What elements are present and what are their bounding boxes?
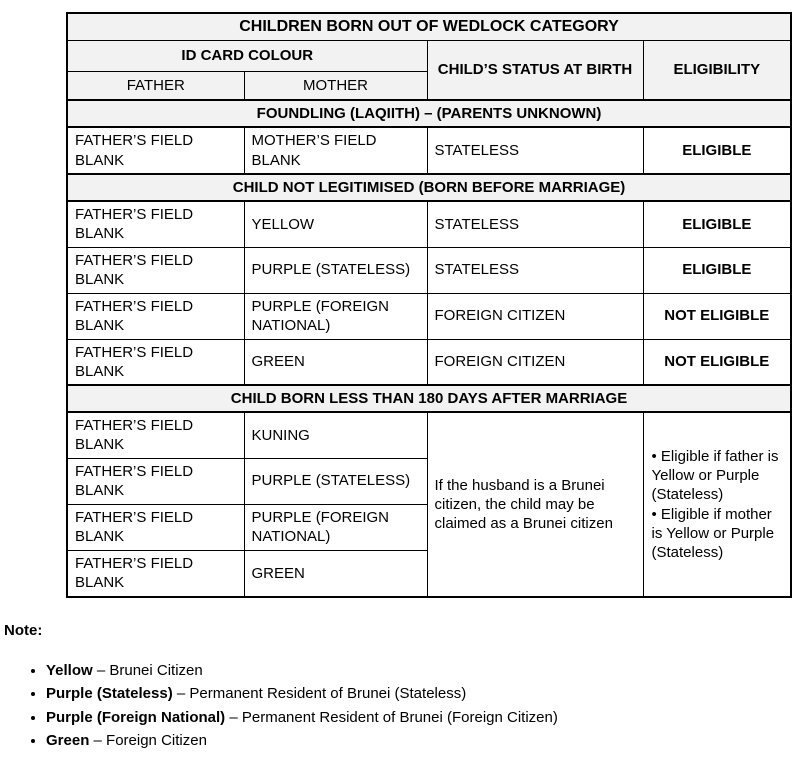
- table-row: [67, 201, 791, 247]
- note-desc: – Brunei Citizen: [96, 662, 203, 679]
- note-term: Green: [46, 731, 90, 749]
- cell-status: STATELESS: [427, 247, 643, 293]
- cell-status: FOREIGN CITIZEN: [427, 339, 643, 385]
- cell-mother: KUNING: [244, 412, 427, 458]
- list-item: [46, 709, 558, 727]
- note-label: Note:: [4, 622, 43, 639]
- table-row: [67, 247, 791, 293]
- cell-status: STATELESS: [427, 127, 643, 174]
- table-row: [67, 100, 791, 127]
- table-row: [67, 40, 791, 71]
- eligibility-bullet: • Eligible if mother is Yellow or Purple (Stateless): [651, 505, 775, 561]
- wedlock-category-table: [66, 12, 792, 598]
- table-row: [67, 293, 791, 339]
- cell-father: FATHER’S FIELD BLANK: [67, 412, 244, 458]
- cell-mother: PURPLE (STATELESS): [244, 458, 427, 504]
- table-row: [67, 385, 791, 412]
- header-id-card-colour: ID CARD COLOUR: [67, 40, 427, 71]
- note-desc: – Permanent Resident of Brunei (Foreign Citizen): [229, 708, 558, 726]
- cell-father: FATHER’S FIELD BLANK: [67, 293, 244, 339]
- section-header-not-legitimised: CHILD NOT LEGITIMISED (BORN BEFORE MARRIAGE): [67, 174, 791, 201]
- cell-status: STATELESS: [427, 201, 643, 247]
- cell-mother: YELLOW: [244, 201, 427, 247]
- cell-father: FATHER’S FIELD BLANK: [67, 550, 244, 597]
- cell-mother: PURPLE (STATELESS): [244, 247, 427, 293]
- note-list: [0, 662, 558, 755]
- section-header-foundling: FOUNDLING (LAQIITH) – (PARENTS UNKNOWN): [67, 100, 791, 127]
- table-row: [67, 174, 791, 201]
- eligibility-bullet: • Eligible if father is Yellow or Purple (Stateless): [651, 447, 779, 504]
- cell-eligibility: ELIGIBLE: [643, 127, 791, 174]
- header-father: FATHER: [67, 71, 244, 100]
- cell-father: FATHER’S FIELD BLANK: [67, 201, 244, 247]
- note-desc: – Permanent Resident of Brunei (Stateless): [176, 685, 467, 703]
- note-term: Purple (Stateless): [46, 685, 173, 703]
- cell-mother: MOTHER’S FIELD BLANK: [244, 127, 427, 174]
- table-row: [67, 13, 791, 40]
- header-child-status-at-birth: CHILD’S STATUS AT BIRTH: [427, 40, 643, 100]
- cell-father: FATHER’S FIELD BLANK: [67, 504, 244, 550]
- cell-eligibility: NOT ELIGIBLE: [643, 293, 791, 339]
- note-desc: – Foreign Citizen: [93, 731, 207, 749]
- cell-eligibility: ELIGIBLE: [643, 247, 791, 293]
- note-term: Yellow: [46, 662, 93, 679]
- cell-merged-status: If the husband is a Brunei citizen, the child may be claimed as a Brunei citizen: [427, 412, 643, 597]
- list-item: [46, 732, 558, 750]
- table-row: [67, 127, 791, 174]
- header-mother: MOTHER: [244, 71, 427, 100]
- cell-mother: PURPLE (FOREIGN NATIONAL): [244, 504, 427, 550]
- cell-merged-eligibility: [643, 412, 791, 597]
- cell-mother: GREEN: [244, 550, 427, 597]
- list-item: [46, 685, 558, 703]
- list-item: [46, 662, 558, 680]
- cell-status: FOREIGN CITIZEN: [427, 293, 643, 339]
- header-eligibility: ELIGIBILITY: [643, 40, 791, 100]
- cell-mother: GREEN: [244, 339, 427, 385]
- table-row: [67, 339, 791, 385]
- cell-eligibility: ELIGIBLE: [643, 201, 791, 247]
- section-header-born-180-days: CHILD BORN LESS THAN 180 DAYS AFTER MARRIAGE: [67, 385, 791, 412]
- cell-eligibility: NOT ELIGIBLE: [643, 339, 791, 385]
- table-row: [67, 412, 791, 458]
- cell-mother: PURPLE (FOREIGN NATIONAL): [244, 293, 427, 339]
- cell-father: FATHER’S FIELD BLANK: [67, 247, 244, 293]
- table-title: CHILDREN BORN OUT OF WEDLOCK CATEGORY: [67, 13, 791, 40]
- cell-father: FATHER’S FIELD BLANK: [67, 458, 244, 504]
- note-term: Purple (Foreign National): [46, 708, 226, 726]
- cell-father: FATHER’S FIELD BLANK: [67, 127, 244, 174]
- cell-father: FATHER’S FIELD BLANK: [67, 339, 244, 385]
